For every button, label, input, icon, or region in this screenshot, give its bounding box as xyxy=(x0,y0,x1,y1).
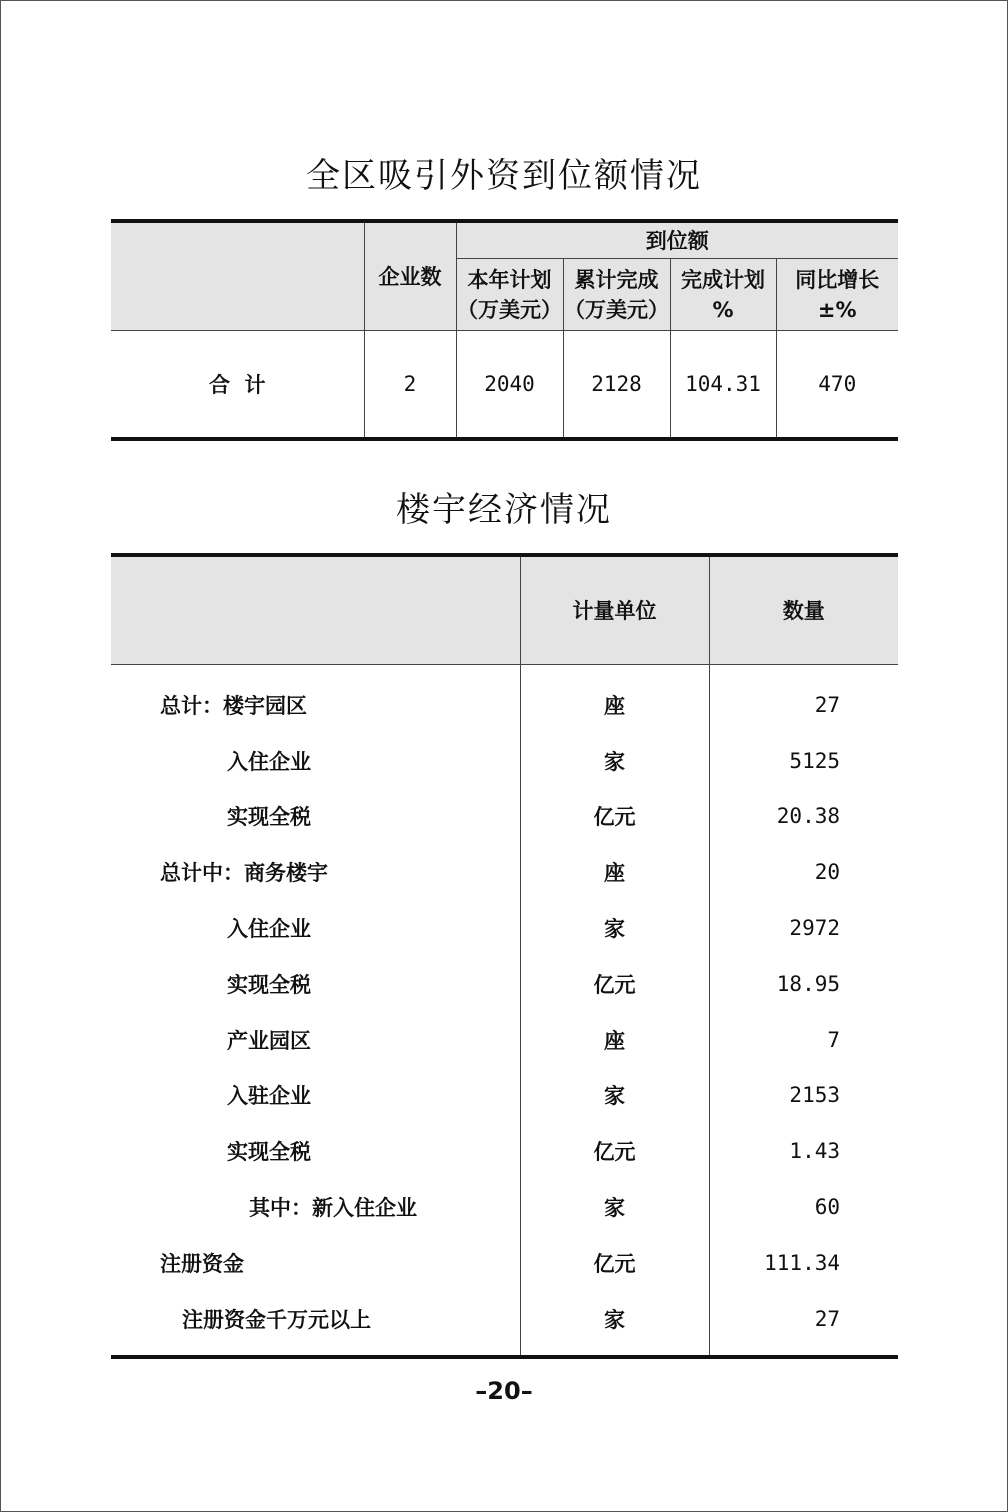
row-label: 总计：楼宇园区 xyxy=(160,693,307,718)
total-plan-completion: 104.31 xyxy=(670,331,776,440)
header-plan-completion-unit: % xyxy=(712,297,734,322)
row-unit: 亿元 xyxy=(520,789,709,845)
table-row xyxy=(111,900,898,956)
table-row xyxy=(111,789,898,845)
header-blank xyxy=(111,221,364,331)
building-economy-rows xyxy=(111,665,898,1357)
header-annual-plan xyxy=(456,259,563,331)
header-quantity: 数量 xyxy=(709,555,898,665)
row-unit: 家 xyxy=(520,1291,709,1357)
table-row xyxy=(111,1012,898,1068)
table-row xyxy=(111,1291,898,1357)
row-label: 入住企业 xyxy=(227,917,311,942)
row-unit: 家 xyxy=(520,1068,709,1124)
row-value: 18.95 xyxy=(709,956,898,1012)
total-enterprise-count: 2 xyxy=(364,331,456,440)
row-unit: 座 xyxy=(520,1012,709,1068)
row-unit: 家 xyxy=(520,1179,709,1235)
header-blank xyxy=(111,555,520,665)
row-unit: 亿元 xyxy=(520,1123,709,1179)
section2-title: 楼宇经济情况 xyxy=(396,490,612,530)
total-yoy: 470 xyxy=(776,331,898,440)
header-enterprise-count: 企业数 xyxy=(364,221,456,331)
row-label: 实现全税 xyxy=(227,972,311,997)
row-label: 注册资金 xyxy=(160,1251,244,1276)
header-yoy-label: 同比增长 xyxy=(795,267,880,292)
header-unit: 计量单位 xyxy=(520,555,709,665)
row-label: 入住企业 xyxy=(227,749,311,774)
row-label: 产业园区 xyxy=(227,1028,311,1053)
row-value: 1.43 xyxy=(709,1123,898,1179)
row-label: 其中：新入住企业 xyxy=(249,1196,417,1221)
row-value: 27 xyxy=(709,1291,898,1357)
header-cumulative xyxy=(563,259,670,331)
row-unit: 家 xyxy=(520,733,709,789)
row-value: 2972 xyxy=(709,900,898,956)
header-yoy-unit: ±% xyxy=(817,297,857,322)
building-economy-table xyxy=(111,553,898,1359)
table-row xyxy=(111,1179,898,1235)
total-row-label: 合 计 xyxy=(208,373,266,397)
row-value: 27 xyxy=(709,665,898,733)
header-cumulative-unit: （万美元） xyxy=(564,297,669,322)
header-plan-completion xyxy=(670,259,776,331)
row-value: 5125 xyxy=(709,733,898,789)
row-label: 入驻企业 xyxy=(227,1084,311,1109)
row-unit: 亿元 xyxy=(520,956,709,1012)
header-annual-plan-label: 本年计划 xyxy=(467,267,552,292)
total-annual-plan: 2040 xyxy=(456,331,563,440)
header-cumulative-label: 累计完成 xyxy=(574,267,659,292)
table-row xyxy=(111,733,898,789)
row-unit: 座 xyxy=(520,665,709,733)
row-label: 实现全税 xyxy=(227,1140,311,1165)
row-value: 20.38 xyxy=(709,789,898,845)
row-value: 20 xyxy=(709,844,898,900)
row-unit: 亿元 xyxy=(520,1235,709,1291)
header-yoy xyxy=(776,259,898,331)
foreign-investment-table xyxy=(111,219,898,441)
row-value: 7 xyxy=(709,1012,898,1068)
row-value: 111.34 xyxy=(709,1235,898,1291)
row-value: 60 xyxy=(709,1179,898,1235)
row-value: 2153 xyxy=(709,1068,898,1124)
row-label: 总计中：商务楼宇 xyxy=(160,861,328,886)
header-arrival-amount: 到位额 xyxy=(456,221,898,259)
table-row xyxy=(111,1235,898,1291)
header-plan-completion-label: 完成计划 xyxy=(681,267,765,292)
row-unit: 家 xyxy=(520,900,709,956)
row-label: 实现全税 xyxy=(227,805,311,830)
header-annual-plan-unit: （万美元） xyxy=(457,297,562,322)
row-unit: 座 xyxy=(520,844,709,900)
section1-title: 全区吸引外资到位额情况 xyxy=(306,156,702,196)
row-label: 注册资金千万元以上 xyxy=(182,1307,371,1332)
table-row xyxy=(111,1123,898,1179)
table-row xyxy=(111,844,898,900)
page-number: –20– xyxy=(475,1377,533,1405)
table-row xyxy=(111,665,898,733)
total-cumulative: 2128 xyxy=(563,331,670,440)
table-row xyxy=(111,956,898,1012)
table-row xyxy=(111,1068,898,1124)
